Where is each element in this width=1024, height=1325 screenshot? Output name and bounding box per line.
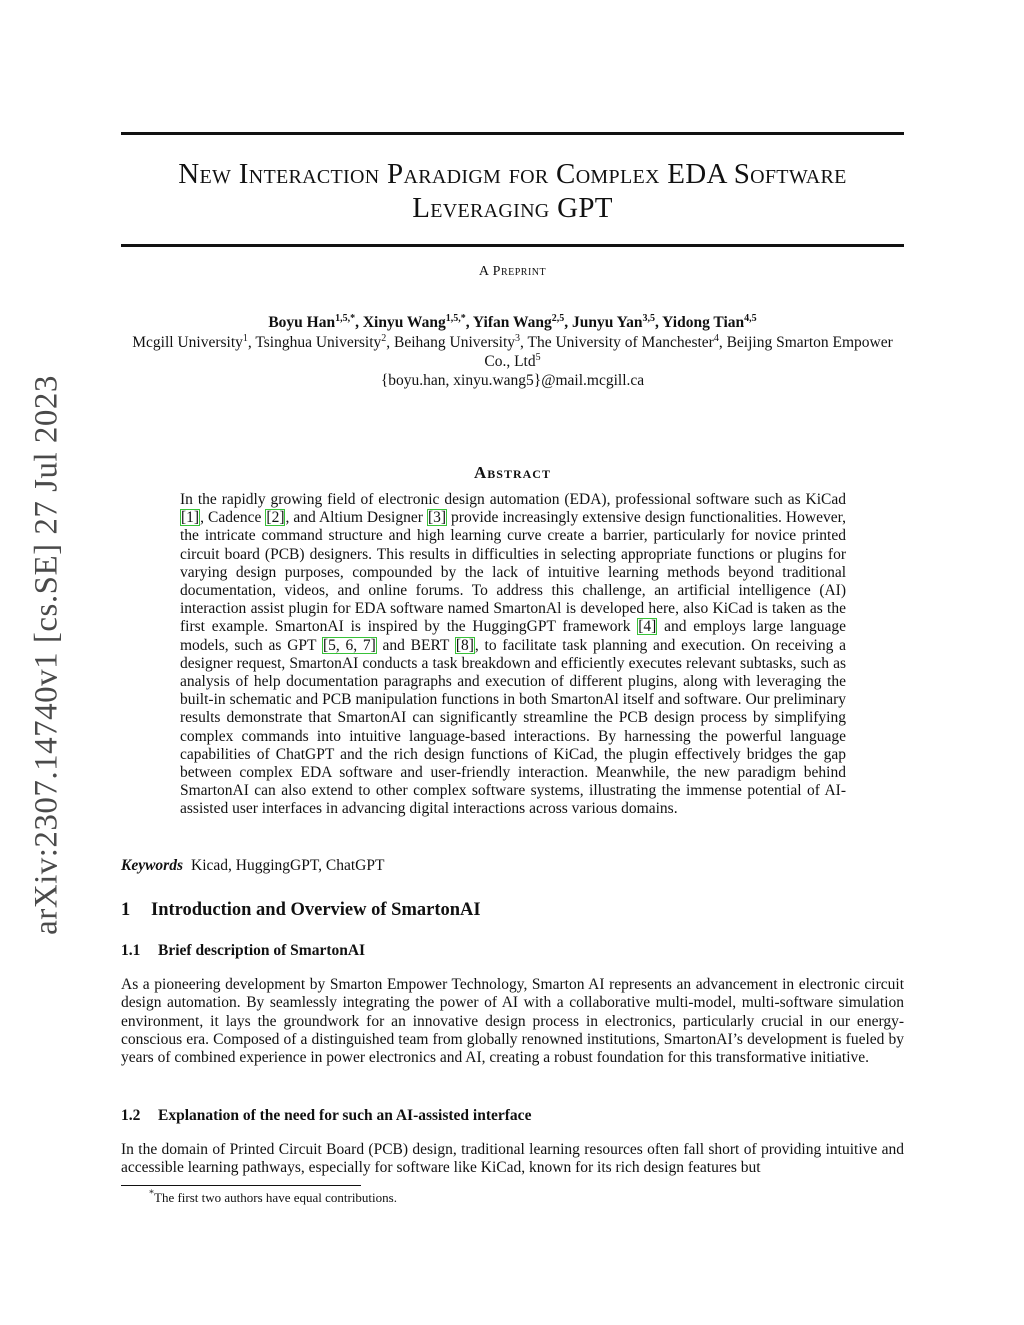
author-name: Xinyu Wang bbox=[362, 314, 446, 331]
author-affil-marks: 2,5 bbox=[551, 312, 565, 324]
affiliation-mark: 1 bbox=[242, 332, 248, 344]
affiliation: , Beijing Smarton Empower Co., Ltd bbox=[484, 334, 893, 370]
author-affil-marks: 1,5,* bbox=[335, 312, 356, 324]
footnote-rule bbox=[121, 1185, 361, 1186]
title-line-2: Leveraging GPT bbox=[412, 192, 613, 224]
author-list: Boyu Han$^{1,5,*}$, Xinyu Wang$^{1,5,*}$, Yifan Wang$^{2,5}$, Junyu Yan$^{3,5}$, Yidong Tian$^{4,5}$ bbox=[268, 312, 757, 331]
body-paragraph: In the domain of Printed Circuit Board (PCB) design, traditional learning resources often fall short of providing intuitive and accessible learning pathways, especially for software like KiCad, known for its rich design features but bbox=[121, 1141, 904, 1177]
affiliation-mark: 4 bbox=[713, 332, 719, 344]
footnote-mark: * bbox=[149, 1188, 154, 1200]
affiliation: , Beihang University bbox=[386, 334, 515, 351]
author-affil-marks: 3,5 bbox=[642, 312, 655, 324]
citation-link[interactable]: [2] bbox=[266, 509, 285, 527]
affiliations bbox=[121, 333, 904, 371]
affiliation: Mcgill University bbox=[132, 334, 243, 351]
subsection-heading bbox=[121, 1107, 531, 1125]
affiliation: , Tsinghua University bbox=[247, 334, 382, 351]
keywords-line bbox=[121, 857, 904, 875]
title-line-1: New Interaction Paradigm for Complex EDA Software bbox=[178, 158, 847, 190]
section-title: Introduction and Overview of SmartonAI bbox=[151, 900, 481, 920]
contact-email: {boyu.han, xinyu.wang5}@mail.mcgill.ca bbox=[380, 372, 645, 389]
affiliation-mark: 5 bbox=[535, 351, 541, 363]
paper-title bbox=[121, 157, 904, 225]
author-name: Yifan Wang bbox=[472, 314, 552, 331]
subsection-title: Explanation of the need for such an AI-assisted interface bbox=[158, 1107, 532, 1124]
footnote bbox=[149, 1190, 397, 1206]
abstract-text: and BERT bbox=[376, 636, 455, 654]
author-name: Junyu Yan bbox=[571, 314, 643, 331]
citation-link[interactable]: [4] bbox=[638, 618, 657, 636]
citation-link[interactable]: [5, 6, 7] bbox=[322, 636, 376, 654]
title-rule-top bbox=[121, 132, 904, 135]
footnote-text: The first two authors have equal contributions. bbox=[154, 1190, 397, 1205]
abstract-body bbox=[180, 491, 846, 819]
subsection-number: 1.1 bbox=[121, 942, 141, 959]
keywords-value: Kicad, HuggingGPT, ChatGPT bbox=[191, 857, 385, 874]
title-rule-bottom bbox=[121, 244, 904, 247]
citation-link[interactable]: [3] bbox=[427, 509, 447, 527]
subsection-number: 1.2 bbox=[121, 1107, 141, 1124]
abstract-text: In the rapidly growing field of electronic design automation (EDA), professional software such as KiCad bbox=[180, 491, 846, 508]
abstract-text: provide increasingly extensive design functionalities. However, the intricate command structure and high learning curve create a barrier, particularly for novice printed circuit board (PCB) designers. This results in difficulties in selecting appropriate functions or plugins for varying design purposes, compounded by the lack of intuitive learning methods beyond traditional documentation, videos, and online forums. To address this challenge, an artificial intelligence (AI) interaction assist plugin for EDA software named SmartonAl is developed here, also KiCad is taken as the first example. SmartonAI is inspired by the HuggingGPT framework bbox=[180, 509, 846, 636]
author-name: Yidong Tian bbox=[662, 314, 745, 331]
affiliation: , The University of Manchester bbox=[520, 334, 714, 351]
citation-link[interactable]: [8] bbox=[455, 636, 474, 654]
arxiv-identifier-stamp: arXiv:2307.14740v1 [cs.SE] 27 Jul 2023 bbox=[28, 375, 65, 935]
author-affil-marks: 1,5,* bbox=[445, 312, 466, 324]
abstract-text: , to facilitate task planning and execution. On receiving a designer request, SmartonAI conducts a task breakdown and efficiently executes relevant subtasks, such as analysis of help documentation paragraphs and execution of different plugins, along with leveraging the built-in schematic and PCB manipulation functions in both SmartonAl itself and software. Our preliminary results demonstrate that SmartonAI can significantly streamline the PCB design process by simplifying complex commands into intuitive language-based interactions. By harnessing the powerful language capabilities of ChatGPT and the rich design functions of KiCad, the plugin effectively bridges the gap between complex EDA software and user-friendly interaction. Meanwhile, the new paradigm behind SmartonAI can also extend to other complex software systems, illustrating the immense potential of AI-assisted user interfaces in advancing digital interactions across various domains. bbox=[180, 636, 846, 818]
author-affil-marks: 4,5 bbox=[744, 312, 757, 324]
affiliation-mark: 3 bbox=[515, 332, 520, 344]
affiliation-mark: 2 bbox=[381, 332, 387, 344]
abstract-text: , and Altium Designer bbox=[285, 509, 427, 527]
abstract-text: and employs large language models, such as GPT bbox=[180, 618, 846, 654]
section-number: 1 bbox=[121, 900, 131, 920]
author-name: Boyu Han bbox=[268, 314, 336, 331]
body-paragraph: As a pioneering development by Smarton Empower Technology, Smarton AI represents an advancement in electronic circuit design automation. By seamlessly integrating the power of AI with a collaborative multi-model, multi-software simulation environment, it lays the groundwork for an innovative design process in electronics, particularly crucial in our energy-conscious era. Composed of a distinguished team from globally renowned institutions, SmartonAI’s development is fueled by years of combined experience in power electronics and AI, creating a robust foundation for this transformative initiative. bbox=[121, 976, 904, 1067]
preprint-label: A Preprint bbox=[478, 264, 547, 279]
keywords-label: Keywords bbox=[121, 857, 183, 874]
abstract-heading: Abstract bbox=[474, 463, 551, 482]
abstract-text: , Cadence bbox=[200, 509, 266, 527]
subsection-title: Brief description of SmartonAI bbox=[158, 942, 366, 959]
section-heading bbox=[121, 900, 481, 921]
subsection-heading bbox=[121, 942, 365, 960]
citation-link[interactable]: [1] bbox=[181, 509, 200, 527]
